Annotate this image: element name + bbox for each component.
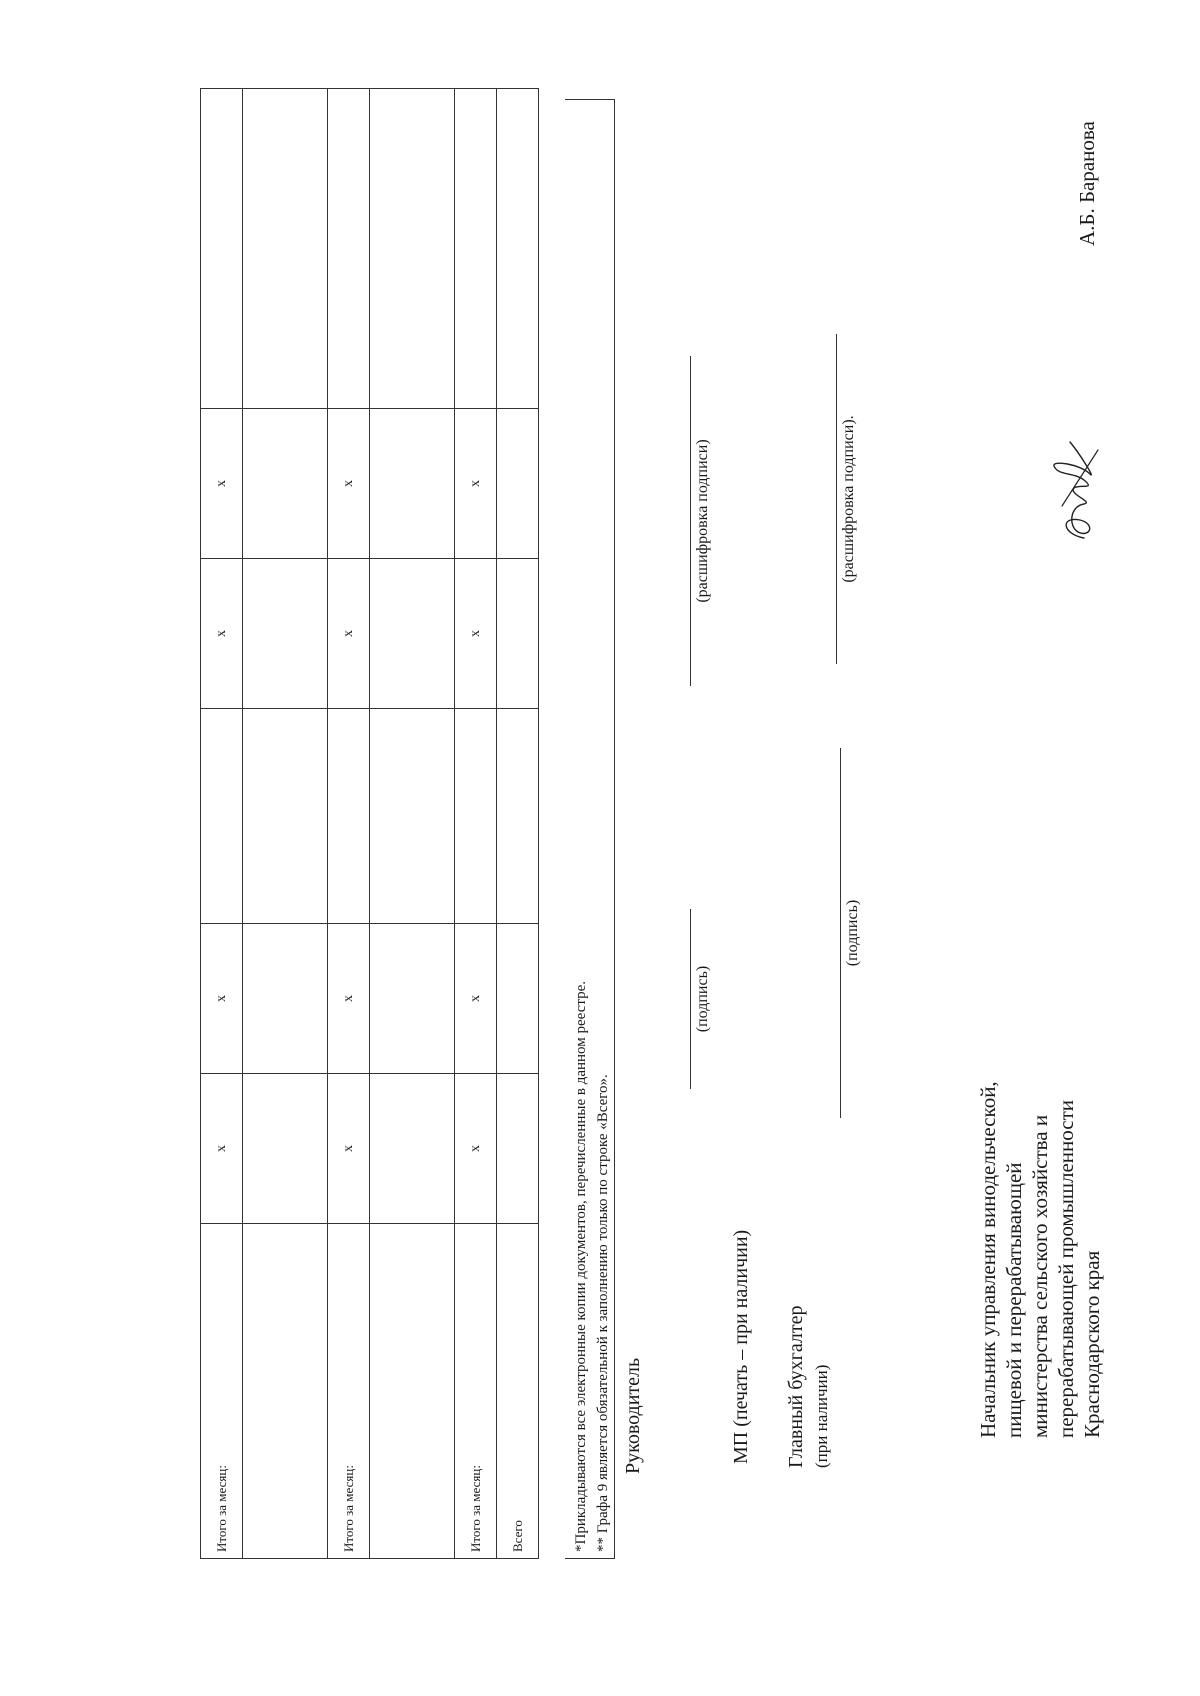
table-cell — [370, 89, 455, 409]
table-cell — [497, 559, 539, 709]
approver-title-line: министерства сельского хозяйства и — [1028, 1114, 1052, 1438]
accountant-signature-line — [840, 748, 841, 1118]
head-signature-caption: (подпись) — [694, 965, 711, 1033]
approver-title-line: Краснодарского края — [1080, 1250, 1104, 1438]
row-label: Итого за месяц: — [328, 1224, 370, 1559]
table-cell — [201, 709, 243, 924]
cross-mark: х — [328, 559, 370, 709]
cross-mark: х — [201, 924, 243, 1074]
head-decode-line — [690, 356, 691, 686]
cross-mark: х — [328, 409, 370, 559]
cross-mark: х — [455, 409, 497, 559]
table-cell — [370, 1074, 455, 1224]
cross-mark: х — [328, 924, 370, 1074]
table-row — [201, 89, 243, 1559]
row-label: Итого за месяц: — [455, 1224, 497, 1559]
table-row — [243, 89, 328, 1559]
cross-mark: х — [455, 1074, 497, 1224]
table-cell — [328, 89, 370, 409]
table-row — [328, 89, 370, 1559]
table-cell — [328, 709, 370, 924]
cross-mark: х — [328, 1074, 370, 1224]
row-label: Итого за месяц: — [201, 1224, 243, 1559]
registry-table — [200, 88, 539, 1559]
approver-title-line: пищевой и перерабатывающей — [1002, 1162, 1026, 1438]
table-cell — [497, 924, 539, 1074]
footnote-1: *Прикладываются все электронные копии документов, перечисленные в данном реестре. — [573, 980, 589, 1552]
accountant-signature-caption: (подпись) — [844, 899, 861, 967]
accountant-decode-caption: (расшифровка подписи). — [840, 415, 857, 583]
table-cell — [370, 559, 455, 709]
head-decode-caption: (расшифровка подписи) — [694, 439, 711, 603]
approver-title-line: перерабатывающей промышленности — [1054, 1099, 1078, 1438]
cross-mark: х — [201, 1074, 243, 1224]
table-cell — [370, 409, 455, 559]
table-cell — [243, 924, 328, 1074]
table-cell — [455, 709, 497, 924]
approver-title — [975, 1081, 1105, 1438]
head-signature-line — [690, 909, 691, 1089]
accountant-decode-line — [836, 334, 837, 664]
table-cell — [497, 409, 539, 559]
table-cell — [497, 709, 539, 924]
table-cell — [243, 89, 328, 409]
table-cell — [455, 89, 497, 409]
cross-mark: х — [455, 924, 497, 1074]
table-cell — [370, 924, 455, 1074]
table-row-total — [497, 89, 539, 1559]
head-label: Руководитель — [622, 1357, 644, 1474]
accountant-note: (при наличии) — [812, 1364, 831, 1468]
cross-mark: х — [455, 559, 497, 709]
approver-title-line: Начальник управления винодельческой, — [976, 1081, 1000, 1438]
row-label — [370, 1224, 455, 1559]
table-cell — [497, 89, 539, 409]
stamp-label: МП (печать – при наличии) — [730, 1229, 752, 1464]
table-cell — [201, 89, 243, 409]
handwritten-signature — [1040, 426, 1110, 546]
row-label: Всего — [497, 1224, 539, 1559]
accountant-label: Главный бухгалтер — [785, 1305, 807, 1468]
table-cell — [243, 409, 328, 559]
footnote-2: ** Графа 9 является обязательной к заполнению только по строке «Всего». — [595, 1074, 611, 1552]
row-label — [243, 1224, 328, 1559]
cross-mark: х — [201, 559, 243, 709]
table-cell — [370, 709, 455, 924]
table-cell — [243, 709, 328, 924]
table-cell — [243, 1074, 328, 1224]
table-row — [455, 89, 497, 1559]
table-cell — [243, 559, 328, 709]
approver-name: А.Б. Баранова — [1075, 121, 1099, 246]
table-row — [370, 89, 455, 1559]
footnotes — [570, 981, 614, 1552]
cross-mark: х — [201, 409, 243, 559]
table-cell — [497, 1074, 539, 1224]
